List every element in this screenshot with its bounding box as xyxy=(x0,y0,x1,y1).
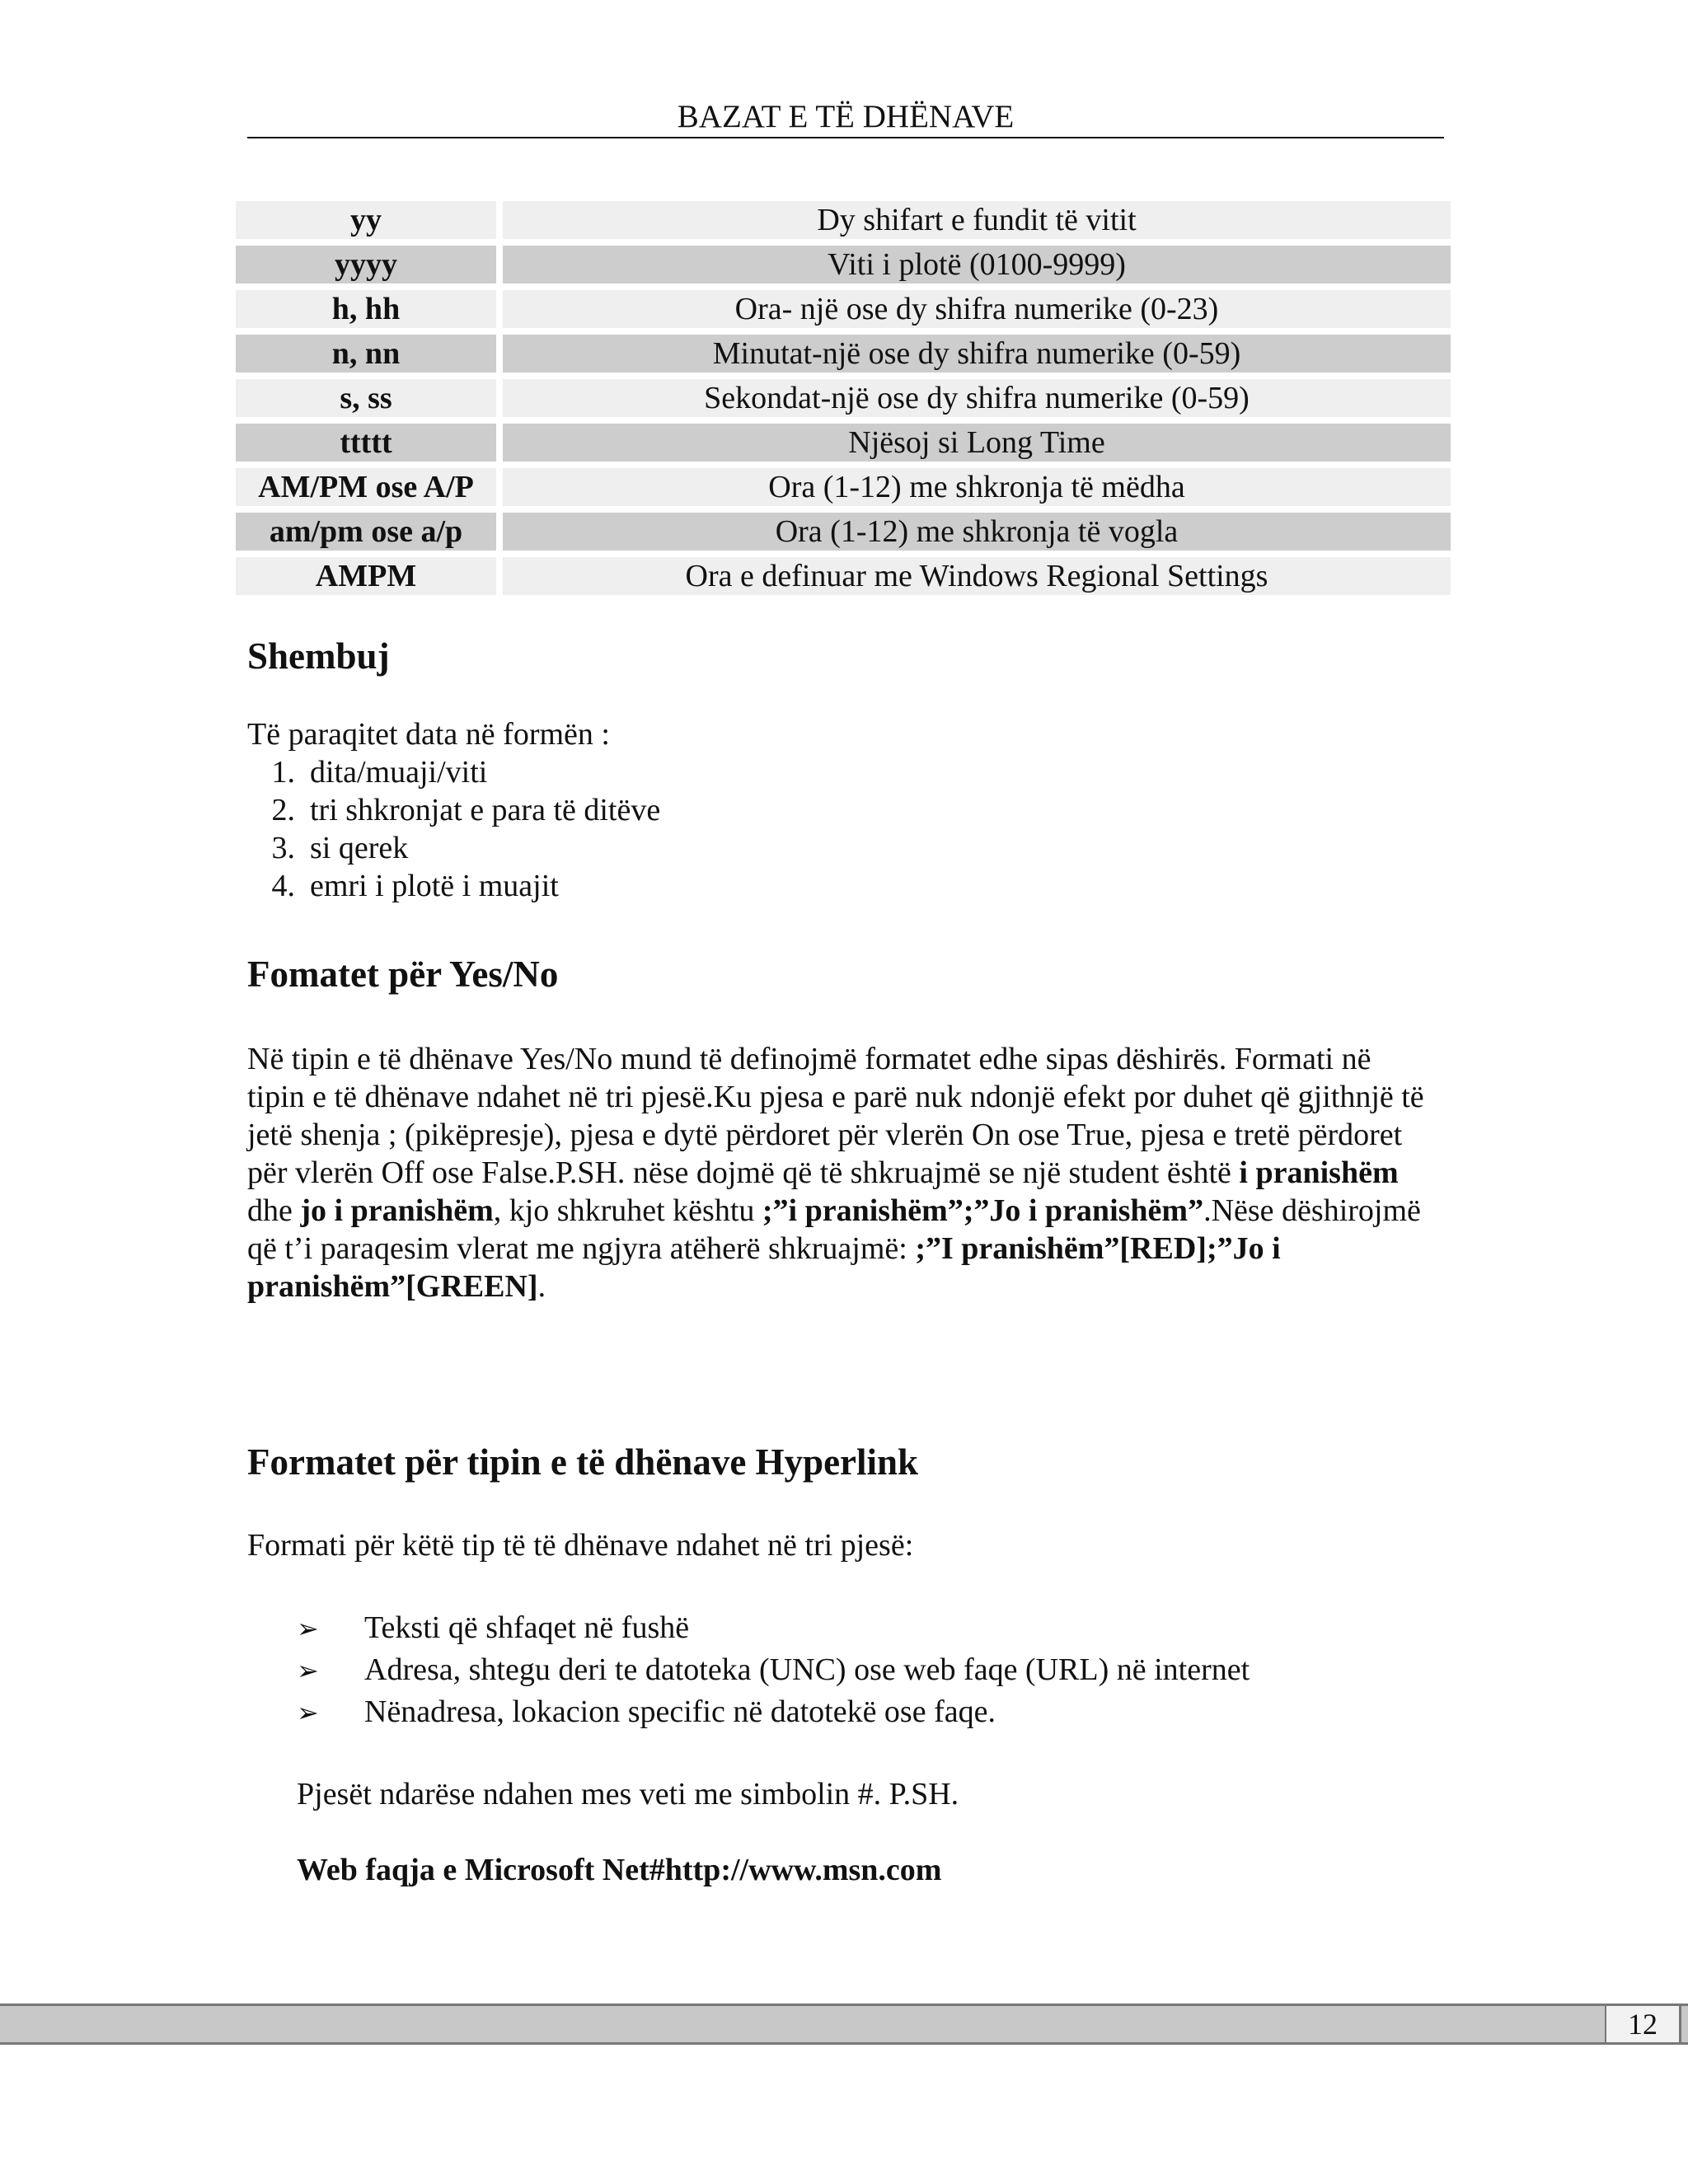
yesno-heading: Fomatet për Yes/No xyxy=(247,954,559,995)
list-item xyxy=(247,867,660,905)
paragraph-text: .Nëse dëshirojmë që t’i paraqesim vlerat me ngjyra atëherë shkruajmë: xyxy=(247,1193,1421,1266)
shembuj-list xyxy=(247,753,660,905)
table-row xyxy=(236,557,1451,595)
list-number: 1. xyxy=(271,755,295,790)
table-row xyxy=(236,246,1451,284)
format-code: h, hh xyxy=(236,290,496,328)
table-row xyxy=(236,513,1451,551)
format-description: Ora- një ose dy shifra numerike (0-23) xyxy=(503,290,1451,328)
bold-term: i pranishëm xyxy=(1239,1155,1399,1190)
arrow-bullet-icon: ➢ xyxy=(297,1613,319,1644)
format-example: ;”i pranishëm”;”Jo i pranishëm” xyxy=(762,1193,1204,1228)
format-description: Ora (1-12) me shkronja të mëdha xyxy=(503,468,1451,506)
arrow-bullet-icon: ➢ xyxy=(297,1697,319,1728)
list-text: dita/muaji/viti xyxy=(310,755,488,790)
format-code: AMPM xyxy=(236,557,496,595)
format-code: ttttt xyxy=(236,424,496,462)
shembuj-heading: Shembuj xyxy=(247,635,390,677)
yesno-paragraph xyxy=(247,1040,1434,1305)
page-header: BAZAT E TË DHËNAVE xyxy=(247,97,1444,138)
list-item xyxy=(247,791,660,829)
list-item xyxy=(297,1691,1250,1733)
format-code: yy xyxy=(236,201,496,239)
format-code: n, nn xyxy=(236,335,496,373)
table-row xyxy=(236,379,1451,417)
table-row xyxy=(236,468,1451,506)
paragraph-text: dhe xyxy=(247,1193,301,1228)
format-description: Ora (1-12) me shkronja të vogla xyxy=(503,513,1451,551)
list-number: 2. xyxy=(271,793,295,827)
list-number: 4. xyxy=(271,869,295,903)
hyperlink-example: Web faqja e Microsoft Net#http://www.msn.com xyxy=(297,1853,942,1887)
hyperlink-intro: Formati për këtë tip të të dhënave ndahet në tri pjesë: xyxy=(247,1528,914,1563)
table-row xyxy=(236,424,1451,462)
format-code: AM/PM ose A/P xyxy=(236,468,496,506)
table-row xyxy=(236,201,1451,239)
shembuj-intro: Të paraqitet data në formën : xyxy=(247,717,610,752)
separator-note: Pjesët ndarëse ndahen mes veti me simbolin #. P.SH. xyxy=(297,1777,959,1811)
table-row xyxy=(236,335,1451,373)
list-item xyxy=(247,829,660,867)
list-item xyxy=(297,1649,1250,1691)
list-text: Nënadresa, lokacion specific në datotekë ose faqe. xyxy=(364,1694,996,1729)
format-code: am/pm ose a/p xyxy=(236,513,496,551)
format-example-colored: ;”I pranishëm”[RED];”Jo i pranishëm”[GREEN] xyxy=(247,1231,1281,1304)
paragraph-text: . xyxy=(537,1269,546,1304)
bold-term: jo i pranishëm xyxy=(300,1193,494,1228)
table-row xyxy=(236,290,1451,328)
hyperlink-heading: Formatet për tipin e të dhënave Hyperlink xyxy=(247,1441,919,1483)
list-text: Teksti që shfaqet në fushë xyxy=(364,1610,690,1645)
format-description: Dy shifart e fundit të vitit xyxy=(503,201,1451,239)
paragraph-text: Në tipin e të dhënave Yes/No mund të definojmë formatet edhe sipas dëshirës. Formati në tipin e të dhënave ndahet në tri pjesë.Ku pjesa e parë nuk ndonjë efekt por duhet që gjithnjë të jetë shenja ; (pikëpresje), pjesa e dytë përdoret për vlerën On ose True, pjesa e tretë përdoret për vlerën Off ose False.P.SH. nëse dojmë që të shkruajmë se një student është xyxy=(247,1042,1424,1190)
format-code: yyyy xyxy=(236,246,496,284)
arrow-bullet-icon: ➢ xyxy=(297,1655,319,1686)
paragraph-text: , kjo shkruhet kështu xyxy=(493,1193,762,1228)
list-number: 3. xyxy=(271,831,295,865)
list-text: tri shkronjat e para të ditëve xyxy=(310,793,661,827)
list-text: si qerek xyxy=(310,831,409,865)
footer-bar xyxy=(0,2004,1688,2045)
list-text: emri i plotë i muajit xyxy=(310,869,559,903)
list-text: Adresa, shtegu deri te datoteka (UNC) ose web faqe (URL) në internet xyxy=(364,1652,1250,1687)
date-format-table xyxy=(229,194,1457,602)
format-description: Ora e definuar me Windows Regional Settings xyxy=(503,557,1451,595)
format-description: Sekondat-një ose dy shifra numerike (0-59) xyxy=(503,379,1451,417)
list-item xyxy=(297,1607,1250,1649)
list-item xyxy=(247,753,660,791)
format-description: Njësoj si Long Time xyxy=(503,424,1451,462)
page-number: 12 xyxy=(1605,2006,1681,2042)
format-description: Minutat-një ose dy shifra numerike (0-59) xyxy=(503,335,1451,373)
hyperlink-parts-list xyxy=(297,1607,1250,1733)
format-description: Viti i plotë (0100-9999) xyxy=(503,246,1451,284)
format-code: s, ss xyxy=(236,379,496,417)
